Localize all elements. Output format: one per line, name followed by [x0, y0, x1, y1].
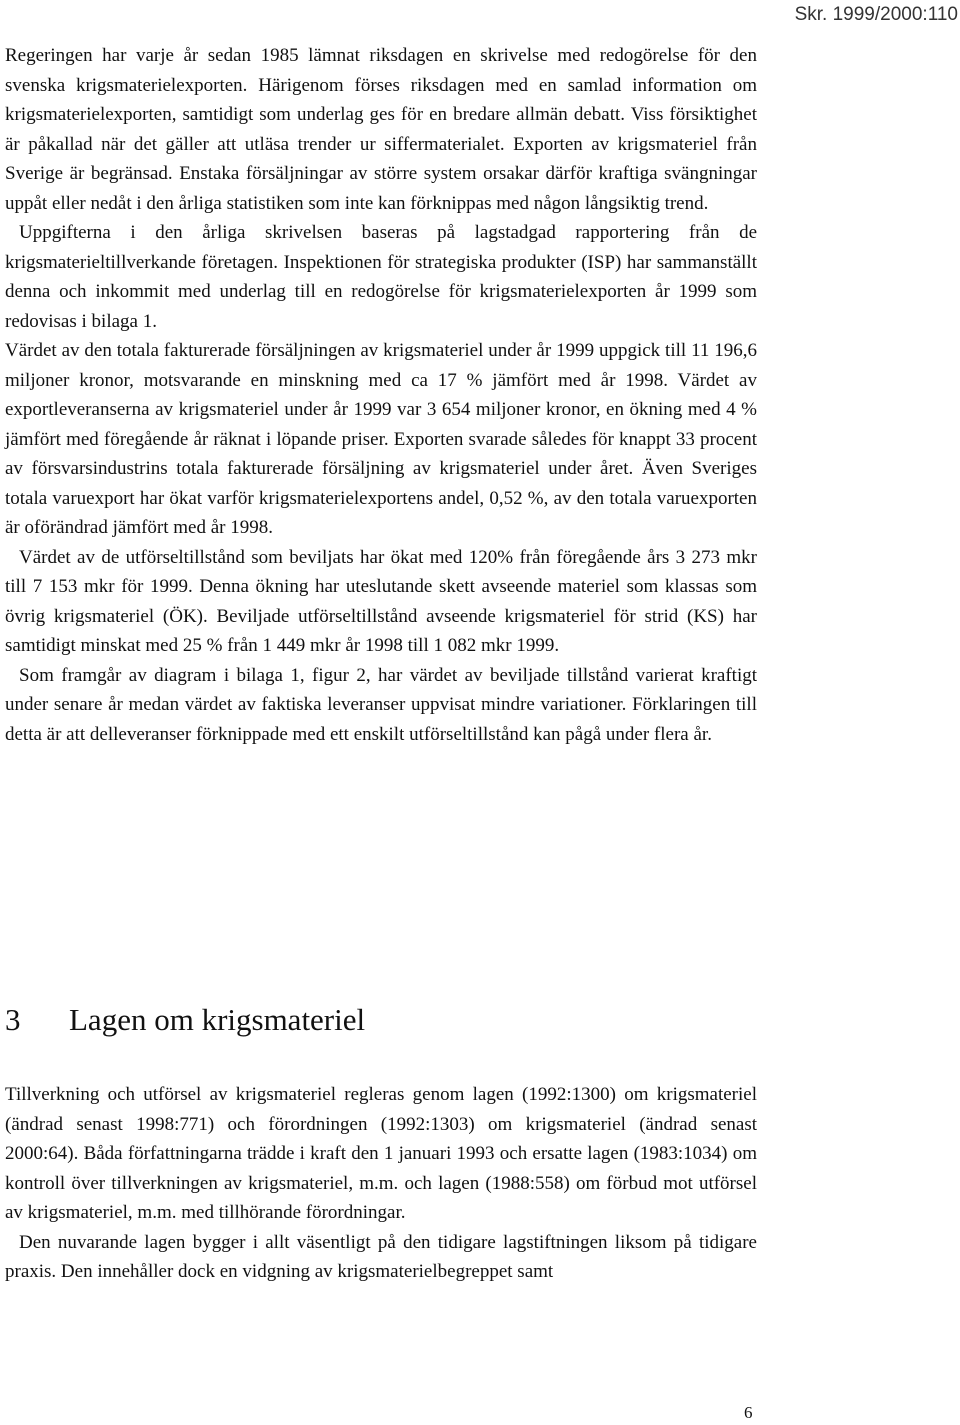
intro-section: [5, 41, 757, 749]
paragraph-export-permits: Värdet av de utförseltillstånd som beviljats har ökat med 120% från föregående års 3 273 mkr till 7 153 mkr för 1999. Denna ökning har uteslutande skett avseende materiel som klassas som övrig krigsmateriel (ÖK). Beviljade utförseltillstånd avseende krigsmateriel för strid (KS) har samtidigt minskat med 25 % från 1 449 mkr år 1998 till 1 082 mkr 1999.: [5, 546, 757, 656]
paragraph-reporting-basis: Uppgifterna i den årliga skrivelsen baseras på lagstadgad rapportering från de krigsmaterieltillverkande företagen. Inspektionen för strategiska produkter (ISP) har sammanställt denna och inkommit med underlag till en redogörelse för krigsmaterielexporten år 1999 som redovisas i bilaga 1.: [5, 222, 757, 332]
section-title: Lagen om krigsmateriel: [69, 1002, 366, 1037]
paragraph-current-law: Den nuvarande lagen bygger i allt väsentligt på den tidigare lagstiftningen liksom på tidigare praxis. Den innehåller dock en vidgning av krigsmaterielbegreppet samt: [5, 1231, 757, 1282]
paragraph-legislation: Tillverkning och utförsel av krigsmateriel regleras genom lagen (1992:1300) om krigsmateriel (ändrad senast 1998:771) och förordningen (1992:1303) om krigsmateriel (ändrad senast 2000:64). Båda författningarna trädde i kraft den 1 januari 1993 och ersatte lagen (1983:1034) om kontroll över tillverkningen av krigsmateriel, m.m. och lagen (1988:558) om förbud mot utförsel av krigsmateriel, m.m. med tillhörande förordningar.: [5, 1084, 757, 1223]
paragraph-permit-variation: Som framgår av diagram i bilaga 1, figur 2, har värdet av beviljade tillstånd varierat kraftigt under senare år medan värdet av faktiska leveranser uppvisat mindre variationer. Förklaringen till detta är att delleveranser förknippade med ett enskilt utförseltillstånd kan pågå under flera år.: [5, 664, 757, 745]
section-heading: [5, 1000, 365, 1040]
paragraph-background: Regeringen har varje år sedan 1985 lämnat riksdagen en skrivelse med redogörelse för den svenska krigsmaterielexporten. Härigenom förses riksdagen med en samlad information om krigsmaterielexporten, samtidigt som underlag ges för en bredare allmän debatt. Viss försiktighet är påkallad när det gäller att utläsa trender ur siffermaterialet. Exporten av krigsmateriel från Sverige är begränsad. Enstaka försäljningar av större system orsakar därför kraftiga svängningar uppåt eller nedåt i den årliga statistiken som inte kan förknippas med någon långsiktig trend.: [5, 45, 757, 214]
section-number: 3: [5, 1002, 21, 1037]
law-section: [5, 1080, 757, 1287]
paragraph-sales-figures: Värdet av den totala fakturerade försäljningen av krigsmateriel under år 1999 uppgick till 11 196,6 miljoner kronor, motsvarande en minskning med ca 17 % jämfört med år 1998. Värdet av exportleveranserna av krigsmateriel under år 1999 var 3 654 miljoner kronor, en ökning med 4 % jämfört med föregående år räknat i löpande priser. Exporten svarade således för knappt 33 procent av försvarsindustrins totala fakturerade försäljning av krigsmateriel under året. Även Sveriges totala varuexport har ökat varför krigsmaterielexportens andel, 0,52 %, av den totala varuexporten är oförändrad jämfört med år 1998.: [5, 340, 757, 538]
document-reference: Skr. 1999/2000:110: [794, 4, 958, 25]
page-number: 6: [744, 1403, 753, 1422]
